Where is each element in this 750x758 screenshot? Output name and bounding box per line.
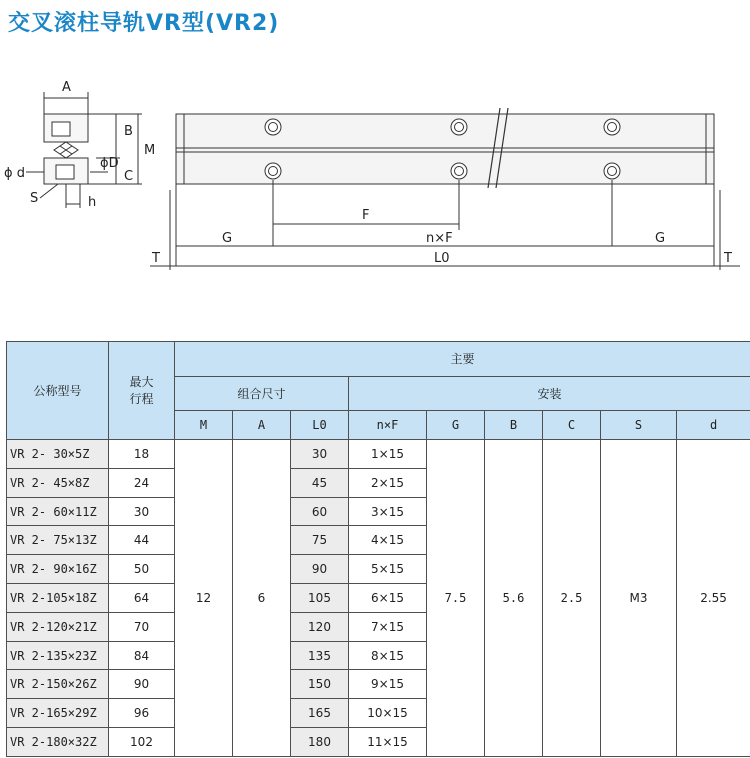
cell-nf: 4×15 [349, 526, 427, 555]
header-max-stroke-line1: 最大 [129, 375, 154, 390]
dim-label-g-right: G [655, 231, 666, 246]
cell-max-stroke: 50 [109, 555, 175, 584]
cell-nf: 8×15 [349, 641, 427, 670]
cell-nf: 2×15 [349, 468, 427, 497]
cell-l0: 60 [291, 497, 349, 526]
dim-label-l0: L0 [434, 251, 450, 266]
dim-label-f: F [362, 208, 370, 223]
cell-model: VR 2- 90×16Z [7, 555, 109, 584]
cell-max-stroke: 24 [109, 468, 175, 497]
cell-model: VR 2-105×18Z [7, 584, 109, 613]
cell-max-stroke: 64 [109, 584, 175, 613]
cell-max-stroke: 84 [109, 641, 175, 670]
cell-l0: 120 [291, 612, 349, 641]
subheader-l0: L0 [291, 411, 349, 440]
subheader-b: B [485, 411, 543, 440]
cell-model: VR 2-165×29Z [7, 699, 109, 728]
cell-l0: 45 [291, 468, 349, 497]
cell-model: VR 2-180×32Z [7, 728, 109, 757]
dim-label-nf: n×F [426, 231, 453, 246]
rail-dimension-drawing [0, 70, 750, 275]
dim-label-a: A [62, 80, 71, 95]
cell-l0: 90 [291, 555, 349, 584]
cell-nf: 1×15 [349, 439, 427, 468]
header-combined-size: 组合尺寸 [175, 376, 349, 411]
subheader-m: M [175, 411, 233, 440]
cell-model: VR 2-135×23Z [7, 641, 109, 670]
subheader-s: S [601, 411, 677, 440]
cell-nf: 9×15 [349, 670, 427, 699]
dim-label-g-left: G [222, 231, 233, 246]
cell-m: 12 [175, 439, 233, 756]
cell-model: VR 2- 60×11Z [7, 497, 109, 526]
dim-label-b: B [124, 124, 133, 139]
dim-label-h: h [88, 195, 97, 210]
cross-section-view [26, 92, 142, 208]
dim-label-m: M [144, 143, 156, 158]
dim-label-t-right: T [724, 251, 732, 266]
cell-max-stroke: 44 [109, 526, 175, 555]
cell-max-stroke: 18 [109, 439, 175, 468]
cell-model: VR 2-120×21Z [7, 612, 109, 641]
dim-label-phi-big-d: ϕD [100, 156, 119, 171]
cell-max-stroke: 70 [109, 612, 175, 641]
page-title: 交叉滚柱导轨VR型(VR2) [8, 11, 280, 36]
cell-max-stroke: 102 [109, 728, 175, 757]
cell-nf: 7×15 [349, 612, 427, 641]
dim-label-phi-d: ϕ d [4, 166, 25, 181]
cell-l0: 165 [291, 699, 349, 728]
dim-label-t-left: T [152, 251, 160, 266]
cell-model: VR 2-150×26Z [7, 670, 109, 699]
header-max-stroke-line2: 行程 [129, 392, 154, 407]
cell-l0: 30 [291, 439, 349, 468]
cell-nf: 5×15 [349, 555, 427, 584]
cell-max-stroke: 90 [109, 670, 175, 699]
cell-s: M3 [601, 439, 677, 756]
subheader-g: G [427, 411, 485, 440]
header-install: 安装 [349, 376, 750, 411]
cell-c: 2.5 [543, 439, 601, 756]
cell-model: VR 2- 30×5Z [7, 439, 109, 468]
subheader-nf: n×F [349, 411, 427, 440]
subheader-d: d [677, 411, 750, 440]
cell-d: 2.55 [677, 439, 750, 756]
header-main: 主要 [175, 342, 750, 377]
cell-max-stroke: 30 [109, 497, 175, 526]
header-model: 公称型号 [7, 342, 109, 440]
cell-nf: 10×15 [349, 699, 427, 728]
dim-label-s: S [30, 191, 39, 206]
cell-g: 7.5 [427, 439, 485, 756]
subheader-c: C [543, 411, 601, 440]
cell-model: VR 2- 45×8Z [7, 468, 109, 497]
dim-label-c: C [124, 169, 134, 184]
subheader-a: A [233, 411, 291, 440]
cell-a: 6 [233, 439, 291, 756]
cell-b: 5.6 [485, 439, 543, 756]
spec-table [6, 341, 750, 757]
cell-l0: 135 [291, 641, 349, 670]
cell-max-stroke: 96 [109, 699, 175, 728]
cell-l0: 150 [291, 670, 349, 699]
cell-model: VR 2- 75×13Z [7, 526, 109, 555]
header-max-stroke [109, 342, 175, 440]
rail-top-view-labels [151, 208, 732, 266]
cell-l0: 105 [291, 584, 349, 613]
cell-l0: 180 [291, 728, 349, 757]
cell-nf: 6×15 [349, 584, 427, 613]
cell-l0: 75 [291, 526, 349, 555]
cell-nf: 3×15 [349, 497, 427, 526]
table-row [7, 439, 750, 468]
cell-nf: 11×15 [349, 728, 427, 757]
